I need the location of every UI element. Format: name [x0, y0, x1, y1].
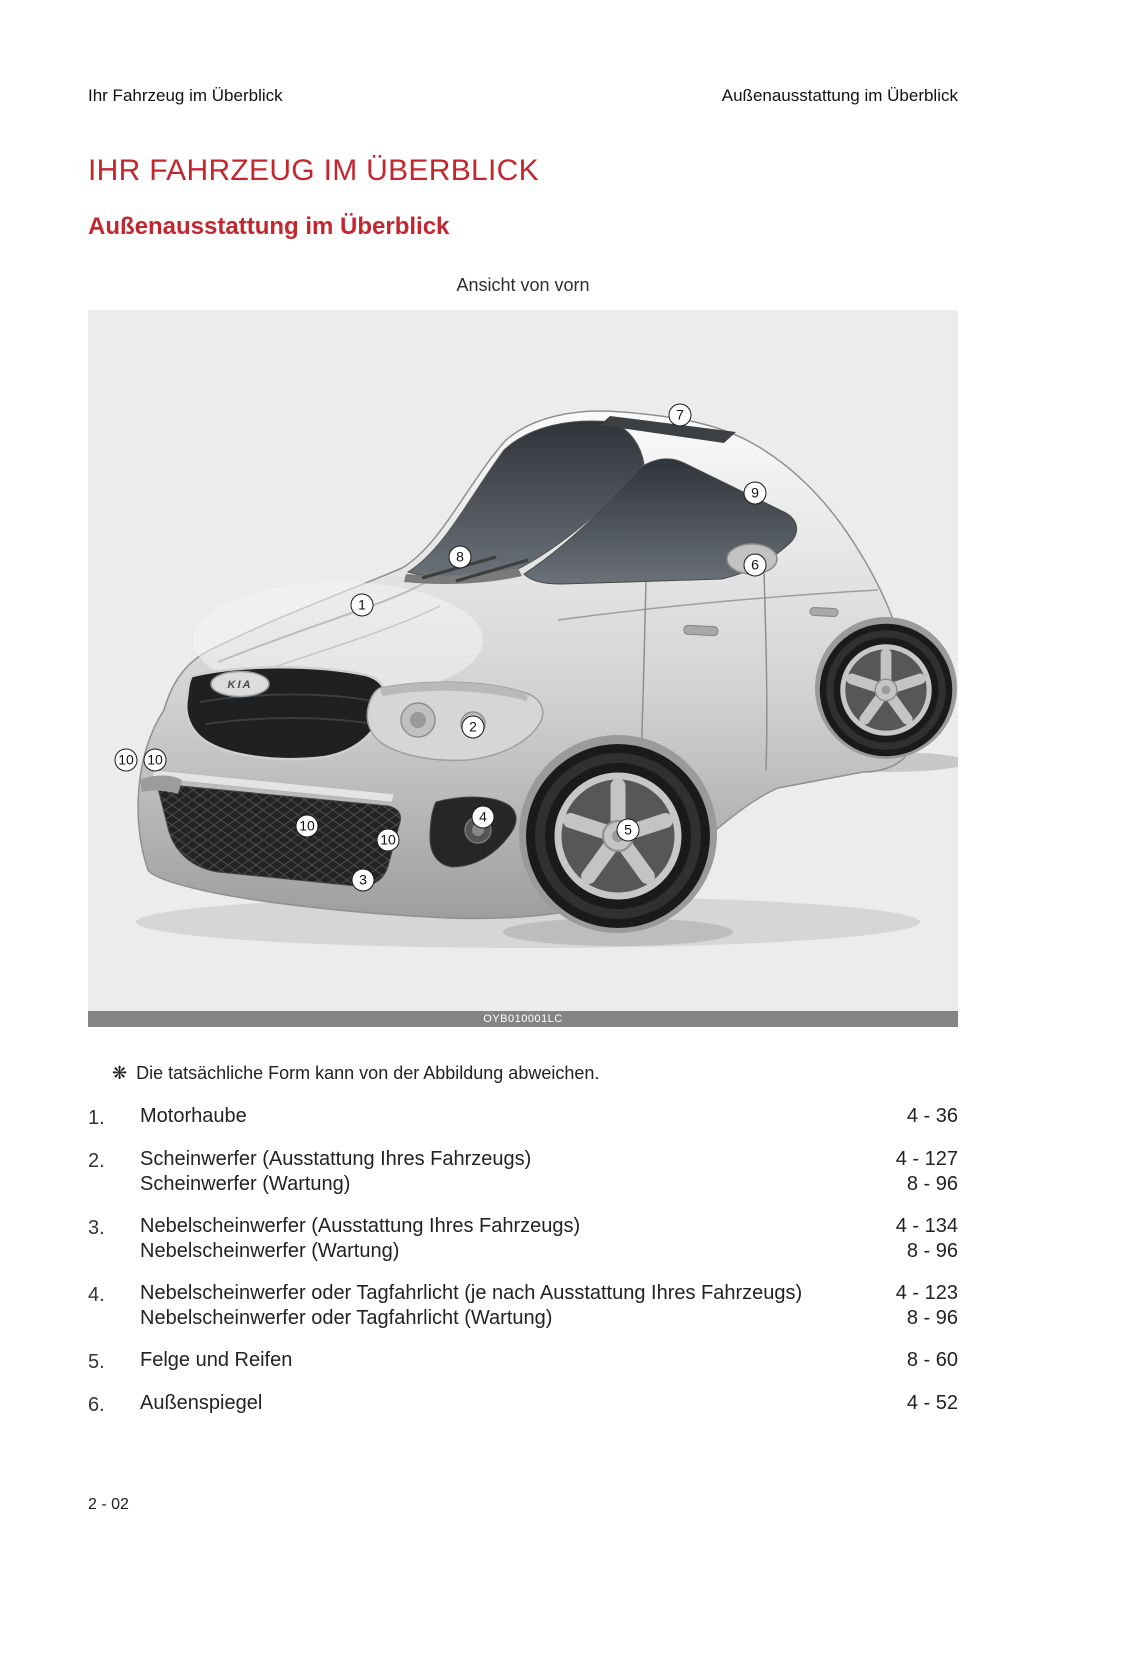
- parts-list-item: [88, 1348, 958, 1374]
- part-page-ref: 4 - 134: [895, 1215, 958, 1237]
- part-number: 5.: [88, 1351, 105, 1373]
- part-page-ref: 8 - 96: [906, 1173, 958, 1195]
- part-label: Scheinwerfer (Ausstattung Ihres Fahrzeugs): [140, 1148, 532, 1170]
- section-subtitle: Außenausstattung im Überblick: [88, 213, 450, 240]
- part-page-ref: 8 - 96: [906, 1240, 958, 1262]
- callout-3: 3: [352, 869, 375, 892]
- part-page-ref: 4 - 36: [906, 1105, 958, 1127]
- callout-5: 5: [617, 819, 640, 842]
- callout-2: 2: [462, 716, 485, 739]
- part-label: Motorhaube: [140, 1105, 247, 1127]
- car-front-view-drawing: [88, 310, 958, 1011]
- part-page-ref: 4 - 52: [906, 1392, 958, 1414]
- part-number: 4.: [88, 1284, 105, 1306]
- part-label: Nebelscheinwerfer (Ausstattung Ihres Fahrzeugs): [140, 1215, 581, 1237]
- figure-image-code: OYB010001LC: [88, 1011, 958, 1027]
- part-label: Felge und Reifen: [140, 1349, 293, 1371]
- header-left-text: Ihr Fahrzeug im Überblick: [88, 86, 283, 105]
- part-label: Scheinwerfer (Wartung): [140, 1173, 351, 1195]
- header-right-text: Außenausstattung im Überblick: [721, 86, 958, 105]
- part-number: 2.: [88, 1150, 105, 1172]
- part-number: 3.: [88, 1217, 105, 1239]
- callout-8: 8: [449, 546, 472, 569]
- callout-6: 6: [744, 554, 767, 577]
- vehicle-figure: [88, 310, 958, 1027]
- page-content: [88, 0, 958, 1417]
- callout-10: 10: [296, 815, 319, 838]
- note-text: Die tatsächliche Form kann von der Abbildung abweichen.: [136, 1063, 600, 1083]
- callout-10: 10: [377, 829, 400, 852]
- page-number: 2 - 02: [88, 1496, 129, 1513]
- figure-caption: Ansicht von vorn: [456, 275, 590, 295]
- part-page-ref: 8 - 96: [906, 1307, 958, 1329]
- part-label: Nebelscheinwerfer oder Tagfahrlicht (Wartung): [140, 1307, 553, 1329]
- callout-7: 7: [669, 404, 692, 427]
- part-label: Außenspiegel: [140, 1392, 263, 1414]
- callout-4: 4: [472, 806, 495, 829]
- part-number: 1.: [88, 1107, 105, 1129]
- callout-9: 9: [744, 482, 767, 505]
- parts-list-item: [88, 1391, 958, 1417]
- parts-list-item: [88, 1104, 958, 1130]
- part-label: Nebelscheinwerfer oder Tagfahrlicht (je nach Ausstattung Ihres Fahrzeugs): [140, 1282, 803, 1304]
- part-page-ref: 4 - 123: [895, 1282, 958, 1304]
- parts-list: [88, 1104, 958, 1417]
- part-page-ref: 4 - 127: [895, 1148, 958, 1170]
- page-header: [88, 0, 958, 106]
- page-title: IHR FAHRZEUG IM ÜBERBLICK: [88, 154, 539, 187]
- parts-list-item: [88, 1147, 958, 1197]
- note-asterisk-icon: ❋: [112, 1063, 128, 1083]
- kia-badge-text: KIA: [227, 679, 253, 691]
- part-label: Nebelscheinwerfer (Wartung): [140, 1240, 400, 1262]
- vehicle-illustration: [88, 310, 958, 1011]
- part-page-ref: 8 - 60: [906, 1349, 958, 1371]
- parts-list-item: [88, 1281, 958, 1331]
- callout-10: 10: [144, 749, 167, 772]
- parts-list-item: [88, 1214, 958, 1264]
- part-number: 6.: [88, 1394, 105, 1416]
- figure-note: [88, 1063, 958, 1084]
- callout-1: 1: [351, 594, 374, 617]
- callout-10: 10: [115, 749, 138, 772]
